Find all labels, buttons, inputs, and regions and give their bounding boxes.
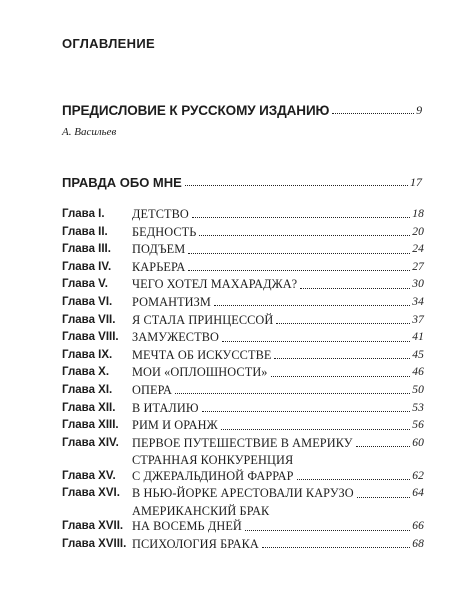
- chapter-page: 46: [412, 366, 424, 379]
- chapter-title: [132, 401, 424, 416]
- dot-leader: [300, 288, 410, 289]
- chapter-page: 60: [412, 436, 424, 449]
- chapter-label: Глава XI.: [62, 383, 113, 396]
- chapter-title-line: СТРАННАЯ КОНКУРЕНЦИЯ: [132, 453, 294, 468]
- dot-leader: [188, 253, 410, 254]
- chapter-title-line: ЧЕГО ХОТЕЛ МАХАРАДЖА?: [132, 277, 298, 292]
- dot-leader: [199, 235, 410, 236]
- dot-leader: [357, 497, 411, 498]
- dot-leader: [356, 446, 411, 447]
- dot-leader: [276, 323, 410, 324]
- chapter-page: 62: [412, 469, 424, 482]
- chapter-page: 27: [412, 260, 424, 273]
- chapter-label: Глава XVII.: [62, 520, 124, 533]
- chapter-page: 41: [412, 331, 424, 344]
- chapter-title-line: ПОДЪЕМ: [132, 242, 186, 257]
- chapter-title-line: РОМАНТИЗМ: [132, 294, 211, 309]
- chapter-title: [132, 365, 424, 380]
- chapter-title: [132, 313, 424, 328]
- dot-leader: [222, 341, 410, 342]
- chapter-title-line: АМЕРИКАНСКИЙ БРАК: [132, 503, 270, 518]
- chapter-entry[interactable]: [62, 436, 424, 451]
- chapter-label: Глава V.: [62, 278, 108, 291]
- preface-author: А. Васильев: [62, 126, 117, 138]
- chapter-entry[interactable]: [62, 453, 424, 484]
- chapter-title: [132, 504, 424, 535]
- chapter-label: Глава IV.: [62, 260, 112, 273]
- chapter-page: 24: [412, 243, 424, 256]
- preface-page: 9: [416, 103, 422, 117]
- chapter-title-line: НА ВОСЕМЬ ДНЕЙ: [132, 519, 242, 534]
- chapter-title: [132, 436, 424, 451]
- chapter-title: [132, 418, 424, 433]
- toc-heading: ОГЛАВЛЕНИЕ: [62, 36, 155, 51]
- chapter-title-line: В НЬЮ-ЙОРКЕ АРЕСТОВАЛИ КАРУЗО: [132, 486, 354, 501]
- chapter-list: [62, 207, 424, 555]
- chapter-title: [132, 242, 424, 257]
- chapter-page: 68: [412, 537, 424, 550]
- chapter-title-line: Я СТАЛА ПРИНЦЕССОЙ: [132, 312, 274, 327]
- chapter-page: 50: [412, 383, 424, 396]
- chapter-title-line: ПСИХОЛОГИЯ БРАКА: [132, 536, 259, 551]
- chapter-entry[interactable]: [62, 207, 424, 222]
- dot-leader: [245, 530, 410, 531]
- chapter-page: 20: [412, 225, 424, 238]
- chapter-label: Глава VIII.: [62, 331, 119, 344]
- dot-leader: [185, 185, 408, 186]
- chapter-page: 30: [412, 278, 424, 291]
- chapter-entry[interactable]: [62, 365, 424, 380]
- chapter-label: Глава XVIII.: [62, 537, 127, 550]
- chapter-entry[interactable]: [62, 242, 424, 257]
- chapter-label: Глава IX.: [62, 348, 113, 361]
- dot-leader: [175, 393, 410, 394]
- chapter-title: [132, 207, 424, 222]
- chapter-label: Глава XIII.: [62, 419, 119, 432]
- chapter-entry[interactable]: [62, 313, 424, 328]
- chapter-entry[interactable]: [62, 383, 424, 398]
- chapter-title: [132, 537, 424, 552]
- chapter-title-line: ДЕТСТВО: [132, 207, 189, 221]
- chapter-title-line: БЕДНОСТЬ: [132, 224, 197, 239]
- chapter-title-line: РИМ И ОРАНЖ: [132, 418, 218, 433]
- chapter-title-line: ЗАМУЖЕСТВО: [132, 330, 220, 345]
- chapter-title: [132, 260, 424, 275]
- chapter-title-line: МОИ «ОПЛОШНОСТИ»: [132, 365, 268, 380]
- chapter-title-line: ОПЕРА: [132, 382, 172, 397]
- chapter-entry[interactable]: [62, 330, 424, 345]
- chapter-label: Глава XII.: [62, 401, 116, 414]
- chapter-label: Глава I.: [62, 208, 105, 220]
- dot-leader: [214, 305, 410, 306]
- chapter-page: 37: [412, 313, 424, 326]
- chapter-page: 53: [412, 401, 424, 414]
- chapter-title-line: В ИТАЛИЮ: [132, 400, 199, 415]
- chapter-entry[interactable]: [62, 486, 424, 501]
- dot-leader: [202, 411, 411, 412]
- chapter-label: Глава II.: [62, 225, 108, 238]
- chapter-title: [132, 277, 424, 292]
- section-entry[interactable]: [62, 175, 422, 190]
- chapter-title: [132, 453, 424, 484]
- chapter-entry[interactable]: [62, 504, 424, 535]
- chapter-title: [132, 486, 424, 501]
- dot-leader: [271, 376, 411, 377]
- chapter-entry[interactable]: [62, 225, 424, 240]
- section-title: ПРАВДА ОБО МНЕ: [62, 175, 182, 190]
- chapter-entry[interactable]: [62, 295, 424, 310]
- chapter-title-line: МЕЧТА ОБ ИСКУССТВЕ: [132, 347, 272, 362]
- chapter-title-line: КАРЬЕРА: [132, 259, 186, 274]
- dot-leader: [274, 358, 410, 359]
- chapter-page: 56: [412, 419, 424, 432]
- chapter-entry[interactable]: [62, 348, 424, 363]
- chapter-label: Глава III.: [62, 243, 111, 256]
- chapter-title-line: ПЕРВОЕ ПУТЕШЕСТВИЕ В АМЕРИКУ: [132, 435, 353, 450]
- chapter-page: 66: [412, 520, 424, 533]
- chapter-label: Глава XIV.: [62, 436, 119, 449]
- dot-leader: [192, 217, 410, 218]
- chapter-label: Глава VI.: [62, 295, 113, 308]
- chapter-entry[interactable]: [62, 401, 424, 416]
- preface-title: ПРЕДИСЛОВИЕ К РУССКОМУ ИЗДАНИЮ: [62, 103, 330, 118]
- chapter-label: Глава XVI.: [62, 487, 120, 500]
- dot-leader: [332, 113, 414, 114]
- chapter-entry[interactable]: [62, 537, 424, 552]
- chapter-entry[interactable]: [62, 418, 424, 433]
- chapter-page: 34: [412, 295, 424, 308]
- chapter-label: Глава VII.: [62, 313, 116, 326]
- chapter-title-line: С ДЖЕРАЛЬДИНОЙ ФАРРАР: [132, 468, 294, 483]
- chapter-page: 18: [412, 208, 424, 220]
- chapter-entry[interactable]: [62, 277, 424, 292]
- dot-leader: [188, 270, 410, 271]
- preface-entry[interactable]: [62, 103, 422, 118]
- chapter-label: Глава X.: [62, 366, 110, 379]
- chapter-entry[interactable]: [62, 260, 424, 275]
- chapter-title: [132, 330, 424, 345]
- chapter-page: 45: [412, 348, 424, 361]
- section-page: 17: [410, 175, 422, 189]
- chapter-title: [132, 383, 424, 398]
- chapter-title: [132, 225, 424, 240]
- chapter-label: Глава XV.: [62, 469, 116, 482]
- dot-leader: [221, 429, 411, 430]
- chapter-title: [132, 295, 424, 310]
- chapter-page: 64: [412, 487, 424, 500]
- dot-leader: [297, 479, 411, 480]
- dot-leader: [262, 547, 410, 548]
- chapter-title: [132, 348, 424, 363]
